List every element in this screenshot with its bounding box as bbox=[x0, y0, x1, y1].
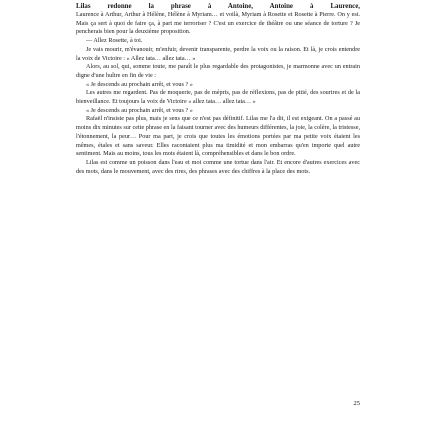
paragraph-7: « Je descends au prochain arrêt, et vous ? » bbox=[86, 106, 193, 114]
opening-line: Lilas redonne la phrase à Antoine, Antoine à Laurence, bbox=[76, 3, 360, 10]
page-number: 25 bbox=[353, 400, 360, 407]
paragraph-6: Les autres me regardent. Pas de moquerie, pas de mépris, pas de réflexions, pas de pitié, des sourires et de la bienveillance. Et toujours la voix de Victoire « allez tata… allez tata… » bbox=[76, 89, 360, 106]
paragraph-3: Je vais mourir, m'évanouir, m'enfuir, devenir transparente, perdre la voix ou la raison. Et là, je crois entendre la voix de Victoire : « Allez tata… allez tata… » bbox=[76, 45, 360, 62]
paragraph-4: Alors, au sol, qui, somme toute, me paraît le plus regardable des protagonistes, je marmonne avec un entrain digne d'une huître en fin de vie : bbox=[76, 63, 360, 79]
paragraph-8: Rafaël n'insiste pas plus, mais je sens que ce n'est pas définitif. Lilas me l'a dit, il est exigeant. On a passé au moins dix minutes sur cette phrase en la faisant tourner avec des humeurs différentes, la joie, la colère, la tristesse, l'étonnement, la peur… Pour ma part, je crois que toutes les émotions portées par ma petite voix étaient les mêmes, étales et sans saveur. Elles racontaient plus ma timidité et mon embarras qu'en importe quel autre sentiment. Mais au moins, tous les mots étaient là, compréhensibles et dans le bon ordre. bbox=[76, 115, 360, 158]
paragraph-1: Laurence à Arthur, Arthur à Hélène, Hélène à Myriam… et voilà, Myriam à Rosette et Rosette à Pierre. On y est. Mais ça sert à quoi de faire ça, à part me terroriser ? C'est un exercice de théâtre ou une séance de torture ? Je pencherais bien pour la deuxième proposition. bbox=[76, 11, 360, 36]
body-text bbox=[76, 11, 360, 176]
paragraph-5: « Je descends au prochain arrêt, et vous ? » bbox=[86, 80, 193, 88]
paragraph-9: Lilas est comme un poisson dans l'eau et moi comme une tortue dans l'air. Et encore d'autres exercices avec des mots, dans le mouvement, avec des rires, des phrases avec des chiffres à la place des mots. bbox=[76, 158, 360, 175]
paragraph-2: — Allez Rosette, à toi. bbox=[86, 37, 143, 45]
